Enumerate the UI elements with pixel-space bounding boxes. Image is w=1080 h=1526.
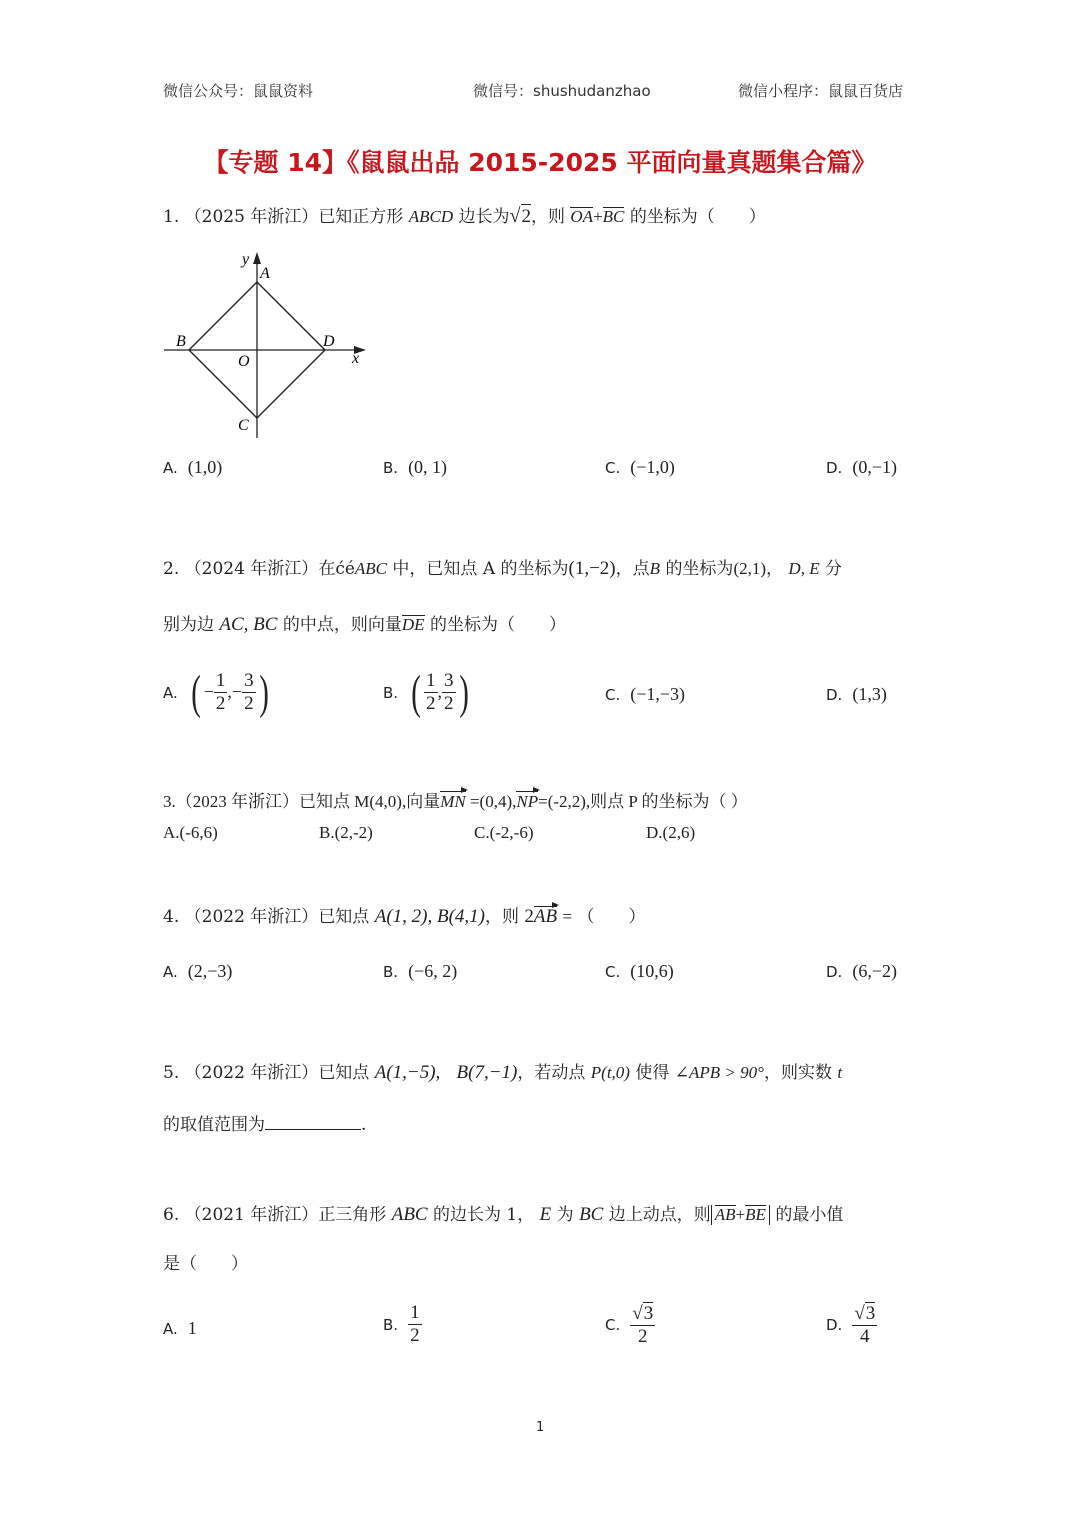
q5-text: ，则实数 — [763, 1063, 832, 1083]
q1-text: 的坐标为（ ） — [629, 207, 766, 227]
numerator: 1 — [426, 670, 436, 691]
fraction — [214, 670, 228, 715]
q3-text: =(-2,2),则点 P 的坐标为（ ） — [538, 792, 748, 811]
q6-option-d[interactable] — [826, 1302, 877, 1348]
q4-points: A(1, 2), B(4,1) — [374, 906, 485, 927]
q3-option-b[interactable]: B.(2,-2) — [319, 823, 373, 842]
q2-text: 的坐标为 — [665, 559, 734, 579]
q5-variable-t: t — [837, 1063, 843, 1082]
q1-option-b[interactable] — [383, 457, 447, 478]
question-1 — [163, 204, 766, 229]
option-value: 1 — [187, 1318, 197, 1338]
option-value: (6,−2) — [852, 961, 897, 981]
option-letter: C. — [605, 1316, 621, 1334]
label-o: O — [238, 353, 250, 370]
q3-option-d[interactable]: D.(2,6) — [646, 823, 696, 842]
q6-option-c[interactable] — [605, 1302, 655, 1348]
q1-option-d[interactable] — [826, 457, 897, 478]
q1-shape: ABCD — [408, 207, 454, 226]
label-b: B — [176, 333, 186, 350]
q5-point-a: A(1,−5), — [374, 1062, 441, 1083]
denominator: 2 — [637, 1326, 648, 1347]
q5-text: 使得 — [635, 1063, 670, 1083]
option-letter: A. — [163, 1320, 178, 1338]
q1-option-a[interactable] — [163, 457, 222, 478]
q4-option-d[interactable] — [826, 961, 897, 982]
q2-text: 在 — [318, 559, 336, 579]
q6-source: （2021 年浙江） — [184, 1205, 319, 1225]
q1-sqrt-value: 2 — [521, 206, 531, 227]
option-value: (1,0) — [187, 457, 223, 477]
q4-vector-ab: AB — [533, 906, 558, 927]
paren-left: ( — [411, 666, 421, 719]
denominator: 2 — [410, 1325, 420, 1346]
q3-vector-np: NP — [516, 790, 538, 814]
option-value: (0,−1) — [852, 457, 897, 477]
q2-text: 中，已知点 A 的坐标为 — [392, 559, 569, 579]
numerator — [852, 1302, 877, 1326]
q6-text: 边上动点，则 — [608, 1205, 711, 1225]
option-letter: B. — [383, 683, 399, 702]
q2-triangle: ABC — [354, 559, 388, 578]
q2-points-de: D, E — [788, 559, 820, 578]
numerator: 3 — [444, 670, 454, 691]
q5-source: （2022 年浙江） — [184, 1063, 319, 1083]
denominator: 2 — [444, 693, 454, 714]
page-title: 【专题 14】《鼠鼠出品 2015-2025 平面向量真题集合篇》 — [203, 148, 877, 177]
radicand: 3 — [865, 1303, 876, 1324]
q6-text: 正三角形 — [318, 1205, 387, 1225]
option-value: (0, 1) — [408, 457, 448, 477]
numerator: 1 — [215, 670, 226, 691]
fraction — [424, 670, 438, 715]
q2-option-c[interactable] — [605, 684, 685, 705]
comma: , — [227, 681, 232, 702]
q4-source: （2022 年浙江） — [184, 907, 319, 927]
paren-right: ) — [258, 666, 269, 719]
q2-coord-b: (2,1) — [733, 559, 767, 578]
q4-text: ，则 — [485, 907, 519, 927]
label-c: C — [238, 417, 249, 434]
q1-vector-bc: BC — [602, 207, 625, 226]
q2-text: 别为边 — [163, 615, 214, 635]
q4-number: 4. — [163, 907, 180, 927]
label-d: D — [323, 333, 335, 350]
header-center: 微信号：shushudanzhao — [473, 82, 651, 100]
paren-right: ) — [458, 666, 469, 719]
q4-option-b[interactable] — [383, 961, 457, 982]
q6-number: 6. — [163, 1205, 180, 1225]
q3-text: =(0,4), — [469, 792, 517, 811]
sqrt-symbol: √ — [854, 1303, 865, 1324]
question-3 — [163, 790, 748, 814]
q6-plus: + — [735, 1205, 746, 1224]
q2-text: 分 — [825, 559, 842, 579]
option-letter: D. — [826, 963, 843, 981]
label-y: y — [242, 251, 250, 268]
q6-abs-value — [711, 1205, 770, 1225]
question-5-line-2 — [163, 1111, 366, 1137]
option-value: (1,3) — [852, 684, 887, 704]
q1-text: 已知正方形 — [318, 207, 404, 227]
label-x: x — [352, 350, 360, 367]
q5-text: 已知点 — [318, 1063, 370, 1083]
q2-vector-de: DE — [401, 615, 425, 634]
minus: − — [231, 681, 243, 702]
fraction — [852, 1302, 877, 1348]
q4-text: （ ） — [577, 907, 646, 927]
option-letter: D. — [826, 686, 843, 704]
q2-text: ，点 — [615, 559, 650, 579]
denominator: 2 — [244, 693, 254, 714]
sqrt-symbol: √ — [509, 205, 521, 227]
q1-text: 边长为 — [458, 207, 510, 227]
q3-option-c[interactable]: C.(-2,-6) — [474, 823, 534, 842]
question-5 — [163, 1061, 842, 1085]
q6-text: 为 — [556, 1205, 574, 1225]
answer-blank[interactable] — [265, 1111, 361, 1130]
q2-text: 的坐标为（ ） — [429, 615, 566, 635]
radicand: 3 — [643, 1303, 654, 1324]
q1-number: 1. — [163, 207, 180, 227]
numerator: 3 — [244, 670, 254, 691]
q1-vector-oa: OA — [570, 207, 594, 226]
option-letter: A. — [163, 963, 178, 981]
option-value: (−1,−3) — [630, 684, 686, 704]
q1-plus: + — [593, 207, 603, 226]
paren-left: ( — [190, 666, 201, 719]
q3-text: 3.（2023 年浙江）已知点 M(4,0),向量 — [163, 792, 441, 811]
option-letter: C. — [605, 459, 621, 477]
option-value: (−1,0) — [630, 457, 675, 477]
option-letter: B. — [383, 459, 399, 477]
q4-coefficient: 2 — [524, 906, 534, 927]
q5-condition: ∠APB > 90° — [674, 1063, 764, 1082]
q6-text: 的边长为 1， — [433, 1205, 535, 1225]
q2-number: 2. — [163, 559, 180, 579]
q6-triangle: ABC — [391, 1204, 428, 1225]
option-letter: B. — [383, 1315, 399, 1334]
option-letter: A. — [163, 683, 178, 702]
minus: − — [203, 681, 214, 702]
q6-point-e: E — [539, 1204, 552, 1225]
denominator: 2 — [215, 693, 226, 714]
page-number: 1 — [536, 1420, 545, 1435]
option-letter: C. — [605, 963, 621, 981]
q2-edges: AC, BC — [219, 614, 278, 635]
option-letter: A. — [163, 459, 178, 477]
q4-option-a[interactable] — [163, 961, 232, 982]
q2-option-b[interactable] — [383, 665, 472, 720]
fraction — [630, 1302, 655, 1348]
q2-text: ， — [766, 559, 784, 579]
option-letter: B. — [383, 963, 399, 981]
q6-option-b[interactable] — [383, 1302, 422, 1347]
denominator: 2 — [426, 693, 436, 714]
q2-triangle-glyph: ćé — [335, 559, 355, 579]
sqrt-symbol: √ — [632, 1303, 643, 1324]
q2-option-d[interactable] — [826, 684, 887, 705]
q5-text: ，若动点 — [517, 1063, 586, 1083]
q2-point-b: B — [649, 559, 661, 578]
q2-text: 的中点，则向量 — [282, 615, 402, 635]
q4-text: 已知点 — [318, 907, 370, 927]
numerator — [630, 1302, 655, 1326]
fraction — [442, 670, 456, 715]
q5-number: 5. — [163, 1063, 180, 1083]
header-left: 微信公众号：鼠鼠资料 — [163, 82, 314, 100]
q5-point-b: B(7,−1) — [456, 1062, 518, 1083]
denominator: 4 — [860, 1326, 870, 1347]
numerator: 1 — [410, 1302, 420, 1323]
option-letter: D. — [826, 459, 843, 477]
q2-coord-a: (1,−2) — [568, 558, 616, 579]
q4-option-c[interactable] — [605, 961, 674, 982]
option-value: (10,6) — [630, 961, 674, 981]
y-axis-arrow — [253, 252, 261, 264]
q6-option-a[interactable] — [163, 1318, 197, 1339]
q5-text: 的取值范围为 — [163, 1115, 265, 1135]
q6-vector-be: BE — [745, 1205, 766, 1224]
q3-option-a[interactable]: A.(-6,6) — [163, 823, 218, 842]
q6-edge-bc: BC — [579, 1204, 604, 1225]
q3-vector-mn: MN — [440, 790, 466, 814]
q2-option-a[interactable] — [163, 665, 272, 720]
comma: , — [437, 681, 443, 702]
header-right: 微信小程序：鼠鼠百货店 — [738, 82, 904, 100]
question-6-line-2: 是（ ） — [163, 1254, 248, 1274]
q4-equals: = — [562, 907, 573, 926]
q1-text: ，则 — [531, 207, 565, 227]
q1-coordinate-figure — [160, 248, 370, 443]
question-2 — [163, 557, 842, 581]
q1-source: （2025 年浙江） — [184, 207, 319, 227]
question-4 — [163, 905, 646, 929]
question-6 — [163, 1203, 843, 1227]
question-2-line-2 — [163, 613, 566, 637]
q2-source: （2024 年浙江） — [184, 559, 319, 579]
q1-option-c[interactable] — [605, 457, 675, 478]
q6-text: 的最小值 — [775, 1205, 844, 1225]
q6-vector-ab: AB — [714, 1205, 736, 1224]
label-a: A — [260, 265, 270, 282]
q5-period: . — [361, 1115, 367, 1135]
q5-point-p: P(t,0) — [590, 1063, 630, 1082]
option-value: (2,−3) — [187, 961, 233, 981]
fraction — [242, 670, 256, 715]
option-letter: D. — [826, 1316, 843, 1334]
option-value: (−6, 2) — [408, 961, 458, 981]
fraction — [408, 1302, 422, 1347]
option-letter: C. — [605, 686, 621, 704]
